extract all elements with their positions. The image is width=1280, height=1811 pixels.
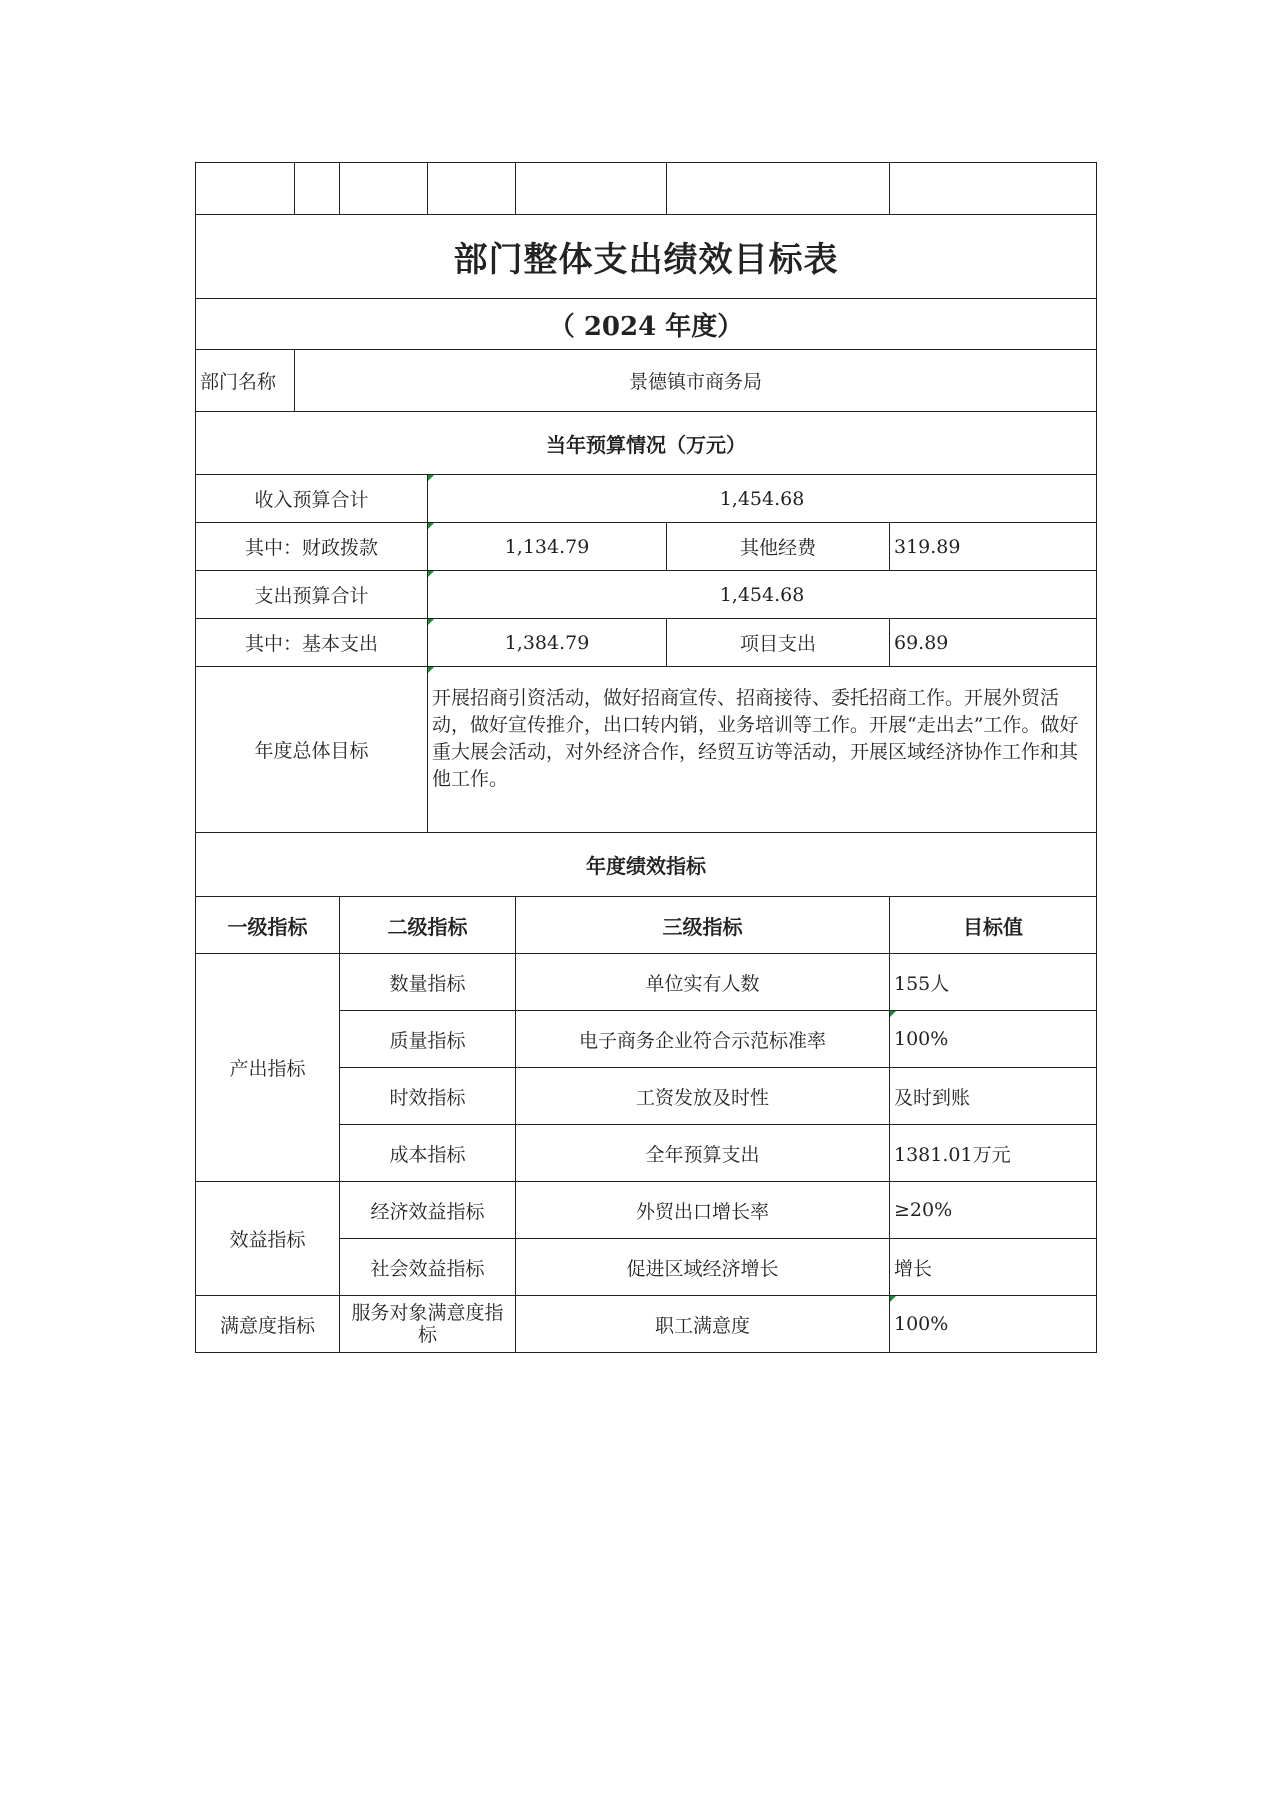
expense-total-label: 支出预算合计 [196,571,428,619]
annual-goal-text: 开展招商引资活动，做好招商宣传、招商接待、委托招商工作。开展外贸活动，做好宣传推介，出口转内销，业务培训等工作。开展“走出去”工作。做好重大展会活动，对外经济合作，经贸互访等活动，开展区域经济协作工作和其他工作。 [428,667,1097,833]
level2-cell: 时效指标 [340,1068,516,1125]
project-expense-label: 项目支出 [667,619,890,667]
target-cell: ≥20% [890,1182,1097,1239]
level2-cell: 成本指标 [340,1125,516,1182]
level3-cell: 促进区域经济增长 [516,1239,890,1296]
table-row [196,1182,1097,1239]
target-cell: 100% [890,1296,1097,1353]
table-row [196,954,1097,1011]
fiscal-year: （ 2024 年度） [196,299,1097,350]
level1-satisfaction: 满意度指标 [196,1296,340,1353]
header-level2: 二级指标 [340,897,516,954]
header-level3: 三级指标 [516,897,890,954]
level3-cell: 单位实有人数 [516,954,890,1011]
fiscal-allocation-label: 其中：财政拨款 [196,523,428,571]
level1-output: 产出指标 [196,954,340,1182]
level2-cell: 社会效益指标 [340,1239,516,1296]
budget-section-title: 当年预算情况（万元） [196,412,1097,475]
level2-cell: 数量指标 [340,954,516,1011]
income-total-value: 1,454.68 [428,475,1097,523]
fiscal-allocation-value: 1,134.79 [428,523,667,571]
performance-table [195,162,1097,1353]
header-level1: 一级指标 [196,897,340,954]
project-expense-value: 69.89 [890,619,1097,667]
header-target: 目标值 [890,897,1097,954]
level3-cell: 职工满意度 [516,1296,890,1353]
other-funds-label: 其他经费 [667,523,890,571]
level3-cell: 工资发放及时性 [516,1068,890,1125]
dept-label: 部门名称 [196,350,295,412]
performance-target-sheet [195,162,1096,1362]
page-title: 部门整体支出绩效目标表 [196,215,1097,299]
level3-cell: 全年预算支出 [516,1125,890,1182]
annual-goal-label: 年度总体目标 [196,667,428,833]
basic-expense-value: 1,384.79 [428,619,667,667]
target-cell: 100% [890,1011,1097,1068]
dept-value: 景德镇市商务局 [295,350,1097,412]
target-cell: 及时到账 [890,1068,1097,1125]
basic-expense-label: 其中：基本支出 [196,619,428,667]
level2-cell: 服务对象满意度指标 [340,1296,516,1353]
level3-cell: 电子商务企业符合示范标准率 [516,1011,890,1068]
indicator-header-row [196,897,1097,954]
other-funds-value: 319.89 [890,523,1097,571]
blank-top-row [196,163,1097,215]
performance-section-title: 年度绩效指标 [196,833,1097,897]
expense-total-value: 1,454.68 [428,571,1097,619]
level1-benefit: 效益指标 [196,1182,340,1296]
target-cell: 增长 [890,1239,1097,1296]
table-row [196,1296,1097,1353]
target-cell: 1381.01万元 [890,1125,1097,1182]
level2-cell: 经济效益指标 [340,1182,516,1239]
level2-cell: 质量指标 [340,1011,516,1068]
level3-cell: 外贸出口增长率 [516,1182,890,1239]
income-total-label: 收入预算合计 [196,475,428,523]
target-cell: 155人 [890,954,1097,1011]
